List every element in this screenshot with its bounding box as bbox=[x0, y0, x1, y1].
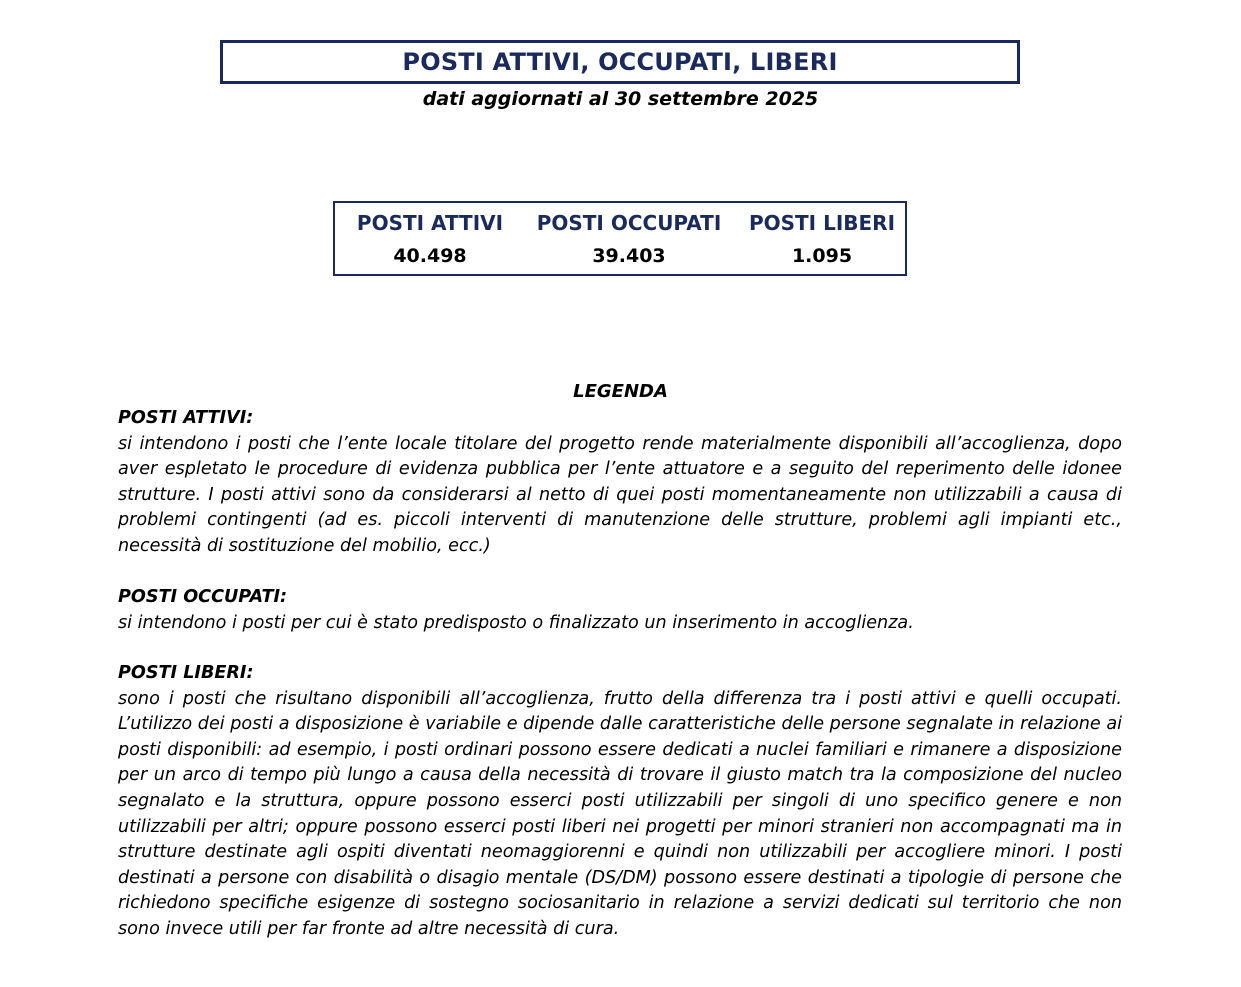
stat-posti-liberi bbox=[747, 203, 897, 274]
stat-value: 1.095 bbox=[791, 245, 853, 267]
legend-term: POSTI LIBERI: bbox=[118, 663, 254, 683]
legend-description: si intendono i posti che l’ente locale titolare del progetto rende materialmente disponibili all’accoglienza, dopo aver espletato le procedure di evidenza pubblica per l’ente attuatore e a seguito del reperimento delle idonee strutture. I posti attivi sono da considerarsi al netto di quei posti momentaneamente non utilizzabili a causa di problemi contingenti (ad es. piccoli interventi di manutenzione delle strutture, problemi agli impianti etc., necessità di sostituzione del mobilio, ecc.) bbox=[118, 433, 1122, 556]
title-box bbox=[220, 40, 1020, 84]
legend-item-posti-attivi bbox=[118, 406, 1122, 560]
legend-description: si intendono i posti per cui è stato predisposto o finalizzato un inserimento in accoglienza. bbox=[118, 612, 914, 633]
stat-label: POSTI LIBERI bbox=[748, 211, 896, 235]
legend-item-posti-occupati bbox=[118, 585, 1122, 636]
page-subtitle: dati aggiornati al 30 settembre 2025 bbox=[422, 88, 819, 110]
stat-label: POSTI OCCUPATI bbox=[536, 211, 722, 235]
legend-heading: LEGENDA bbox=[573, 381, 668, 402]
legend-term: POSTI ATTIVI: bbox=[118, 408, 254, 428]
stat-value: 39.403 bbox=[592, 245, 666, 267]
stats-table bbox=[333, 201, 907, 276]
legend-description: sono i posti che risultano disponibili all’accoglienza, frutto della differenza tra i posti attivi e quelli occupati. L’utilizzo dei posti a disposizione è variabile e dipende dalle caratteristiche delle persone segnalate in relazione ai posti disponibili: ad esempio, i posti ordinari possono essere dedicati a nuclei familiari e rimanere a disposizione per un arco di tempo più lungo a causa della necessità di trovare il giusto match tra la composizione del nucleo segnalato e la struttura, oppure possono esserci posti utilizzabili per singoli di uno specifico genere e non utilizzabili per altri; oppure possono esserci posti liberi nei progetti per minori stranieri non accompagnati ma in strutture destinate agli ospiti diventati neomaggiorenni e quindi non utilizzabili per accogliere minori. I posti destinati a persone con disabilità o disagio mentale (DS/DM) possono essere destinati a tipologie di persone che richiedono specifiche esigenze di sostegno sociosanitario in relazione a servizi dedicati sul territorio che non sono invece utili per far fronte ad altre necessità di cura. bbox=[118, 688, 1122, 939]
legend-term: POSTI OCCUPATI: bbox=[118, 587, 288, 607]
stat-posti-occupati bbox=[531, 203, 727, 274]
legend-item-posti-liberi bbox=[118, 661, 1122, 943]
page-title: POSTI ATTIVI, OCCUPATI, LIBERI bbox=[402, 48, 838, 76]
stat-posti-attivi bbox=[347, 203, 513, 274]
stat-label: POSTI ATTIVI bbox=[356, 211, 504, 235]
stat-value: 40.498 bbox=[393, 245, 467, 267]
